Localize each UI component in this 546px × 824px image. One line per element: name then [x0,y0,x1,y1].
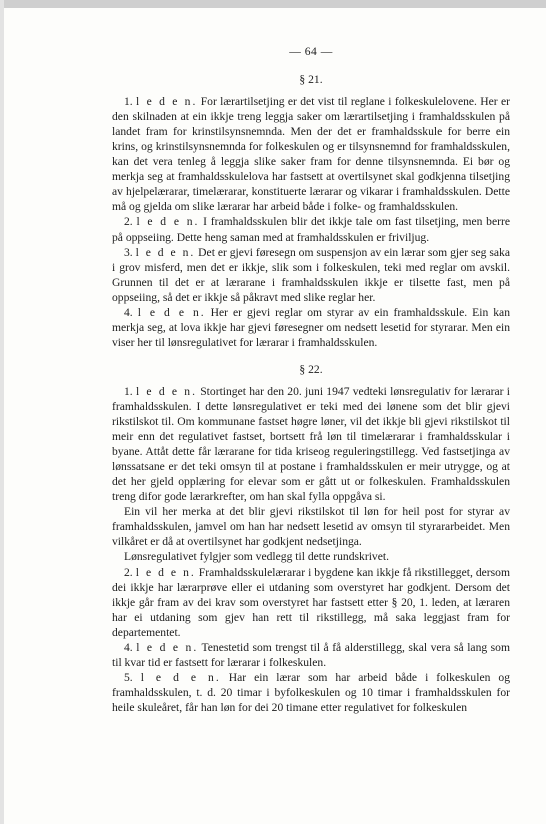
paragraph-text: Tenestetid som trengst til å få alderstillegg, skal vera så lang som til kvar tid er fastsett for lærarar i folkeskulen. [112,640,510,669]
paragraph-text: Har ein lærar som har arbeid både i folkeskulen og framhaldsskulen, t. d. 20 timar i byfolkeskulen og 10 timar i framhaldsskulen for heile skuleåret, får han løn for dei 20 timane etter regulativet for folkeskulen [112,670,510,714]
document-page [112,44,510,715]
scan-edge-left [0,0,4,824]
paragraph [112,94,510,214]
paragraph-lead: 1. [124,95,137,109]
paragraph [112,549,510,564]
paragraph-key: l e d e n. [135,245,196,259]
page-number: — 64 — [289,45,333,58]
paragraph [112,670,510,715]
paragraph-text: Lønsregulativet fylgjer som vedlegg til dette rundskrivet. [124,550,389,564]
paragraph-text: Stortinget har den 20. juni 1947 vedteki lønsregulativ for lærarar i framhaldsskulen. I dette lønsregulativet er teki med dei lønene som det blir gjevi rikstilskot til. Om kommunane fastset høgre løner, vil det ikkje bli gjevi rikstilskot til meir enn det regulativet fastset, bortsett frå løn til timelærarar i framhaldsskular i byane. Attåt dette får lærarane for tida kriseog reguleringstillegg. Ved fastsetjinga av lønssatsane er det teki omsyn til at postane i framhaldsskulen er meir utrygge, og at det her gjeld opplæring for elevar som er gått ut or folkeskulen. Framhaldsskulen treng difor gode lærarkrefter, om han skal fylla oppgåva si. [112,384,510,504]
paragraph [112,214,510,244]
paragraph-lead: 1. [124,384,136,398]
paragraph [112,305,510,350]
paragraph-key: l e d e n. [136,95,198,109]
paragraph [112,640,510,670]
paragraph [112,384,510,504]
paragraph-key: l e d e n. [135,565,196,579]
paragraph-text: Framhaldsskulelærarar i bygdene kan ikkje få rikstillegget, dersom dei ikkje har lærarprøve eller ei utdaning som overstyret har godkjent. Dersom det ikkje går fram av dei krav som overstyret har fastsett etter § 20, 1. leden, at læraren har ei utdaning som gjev han rett til rikstillegg, må saka leggjast fram for departementet. [112,565,510,639]
paragraph-key: l e d e n. [136,640,199,654]
paragraph-key: l e d e n. [135,384,197,398]
paragraph-lead: 5. [124,670,141,684]
paragraph-key: l e d e n. [140,670,221,684]
paragraph [112,565,510,640]
paragraph-text: Det er gjevi føresegn om suspensjon av ein lærar som gjer seg saka i grov misferd, men det er ikkje, slik som i folkeskulen, teki med reglar om avskil. Grunnen til det er at lærarane i framhaldsskulen ikkje er tilsette fast, men på oppseiing, så det er ikkje så påkravt med slike reglar her. [112,245,510,304]
section-heading: § 22. [299,362,323,376]
section-heading: § 21. [299,73,323,87]
paragraph-text: For lærartilsetjing er det vist til reglane i folkeskulelovene. Her er den skilnaden at ein ikkje treng leggja saker om lærartilsetjing i framhaldsskulen på landet fram for krinstilsynsnemnda. Men der det er framhaldsskule for berre ein krins, og krinstilsynsnemnda for folkeskulen og er tilsynsnemnd for framhaldsskulen, kan det vera tenleg å leggja slike saker fram for denne tilsynsnemnda. Ei bør og merkja seg at framhaldsskulelova har fastsett at overtilsynet skal godkjenna tilsetjing av hjelpelærarar, timelærarar, konstituerte lærarar og vikarar i framhaldsskulen. Dette må og gjelda om slike lærarar har arbeid både i folke- og framhaldsskulen. [112,95,510,214]
paragraph-text: Ein vil her merka at det blir gjevi rikstilskot til løn for heil post for styrar av framhaldsskulen, jamvel om han har nedsett lesetid av omsyn til styrararbeidet. Men vilkåret er då at overtilsynet har godkjent nedsetjinga. [112,505,510,549]
paragraph-text: I framhaldsskulen blir det ikkje tale om fast tilsetjing, men berre på oppseiing. Dette heng saman med at framhaldsskulen er friviljug. [112,215,510,244]
paragraph [112,504,510,549]
paragraph [112,245,510,305]
paragraph-lead: 4. [124,305,138,319]
paragraph-text: Her er gjevi reglar om styrar av ein framhaldsskule. Ein kan merkja seg, at lova ikkje har gjevi føresegner om nedsett lesetid for styrarar. Men ein viser her til lønsregulativet for lærarar i framhaldsskulen. [112,305,511,349]
paragraph-lead: 3. [124,245,136,259]
paragraph-key: l e d e n. [137,305,206,319]
paragraph-lead: 2. [124,215,137,229]
paragraph-lead: 2. [124,565,136,579]
paragraph-key: l e d e n. [136,215,200,229]
paragraph-lead: 4. [124,640,137,654]
scan-edge-top [0,0,546,8]
